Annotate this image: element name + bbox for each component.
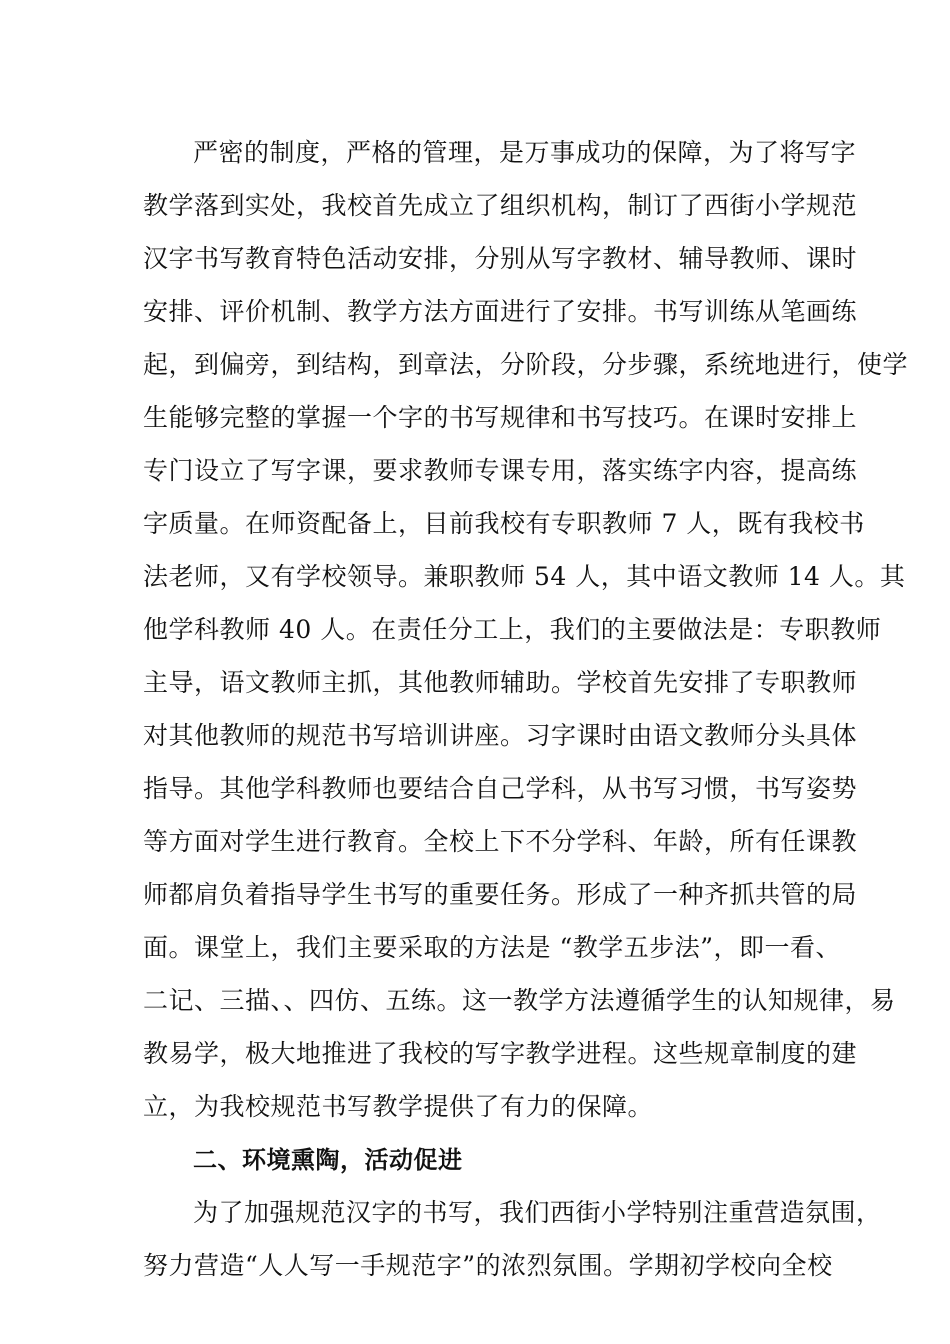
paragraph-1-line-3: 汉字书写教育特色活动安排，分别从写字教材、辅导教师、课时 <box>143 244 858 273</box>
paragraph-1-line-9: 法老师，又有学校领导。兼职教师 54 人，其中语文教师 14 人。其 <box>143 562 906 591</box>
paragraph-1-line-1: 严密的制度，严格的管理，是万事成功的保障，为了将写字 <box>193 138 857 167</box>
paragraph-1-line-5: 起，到偏旁，到结构，到章法，分阶段，分步骤，系统地进行，使学 <box>143 350 909 379</box>
paragraph-1-line-13: 指导。其他学科教师也要结合自己学科，从书写习惯，书写姿势 <box>143 774 858 803</box>
paragraph-1-line-6: 生能够完整的掌握一个字的书写规律和书写技巧。在课时安排上 <box>143 403 858 432</box>
paragraph-2-line-1: 为了加强规范汉字的书写，我们西街小学特别注重营造氛围， <box>193 1198 882 1227</box>
paragraph-1-line-17: 二记、三描、、四仿、五练。这一教学方法遵循学生的认知规律，易 <box>143 986 896 1015</box>
paragraph-1-line-16: 面。课堂上，我们主要采取的方法是 “教学五步法”，即一看、 <box>143 933 842 962</box>
paragraph-1-line-11: 主导，语文教师主抓，其他教师辅助。学校首先安排了专职教师 <box>143 668 858 697</box>
paragraph-1-line-19: 立，为我校规范书写教学提供了有力的保障。 <box>143 1092 654 1121</box>
paragraph-1-line-12: 对其他教师的规范书写培训讲座。习字课时由语文教师分头具体 <box>143 721 858 750</box>
paragraph-1-line-4: 安排、评价机制、教学方法方面进行了安排。书写训练从笔画练 <box>143 297 858 326</box>
paragraph-1-line-15: 师都肩负着指导学生书写的重要任务。形成了一种齐抓共管的局 <box>143 880 858 909</box>
paragraph-1-line-2: 教学落到实处，我校首先成立了组织机构，制订了西街小学规范 <box>143 191 858 220</box>
section-heading: 二、环境熏陶，活动促进 <box>193 1146 463 1174</box>
paragraph-2-line-2: 努力营造“人人写一手规范字”的浓烈氛围。学期初学校向全校 <box>143 1251 833 1280</box>
paragraph-1-line-14: 等方面对学生进行教育。全校上下不分学科、年龄，所有任课教 <box>143 827 858 856</box>
paragraph-1-line-8: 字质量。在师资配备上，目前我校有专职教师 7 人，既有我校书 <box>143 509 865 538</box>
paragraph-1-line-10: 他学科教师 40 人。在责任分工上，我们的主要做法是：专职教师 <box>143 615 882 644</box>
paragraph-1-line-18: 教易学，极大地推进了我校的写字教学进程。这些规章制度的建 <box>143 1039 858 1068</box>
paragraph-1-line-7: 专门设立了写字课，要求教师专课专用，落实练字内容，提高练 <box>143 456 858 485</box>
